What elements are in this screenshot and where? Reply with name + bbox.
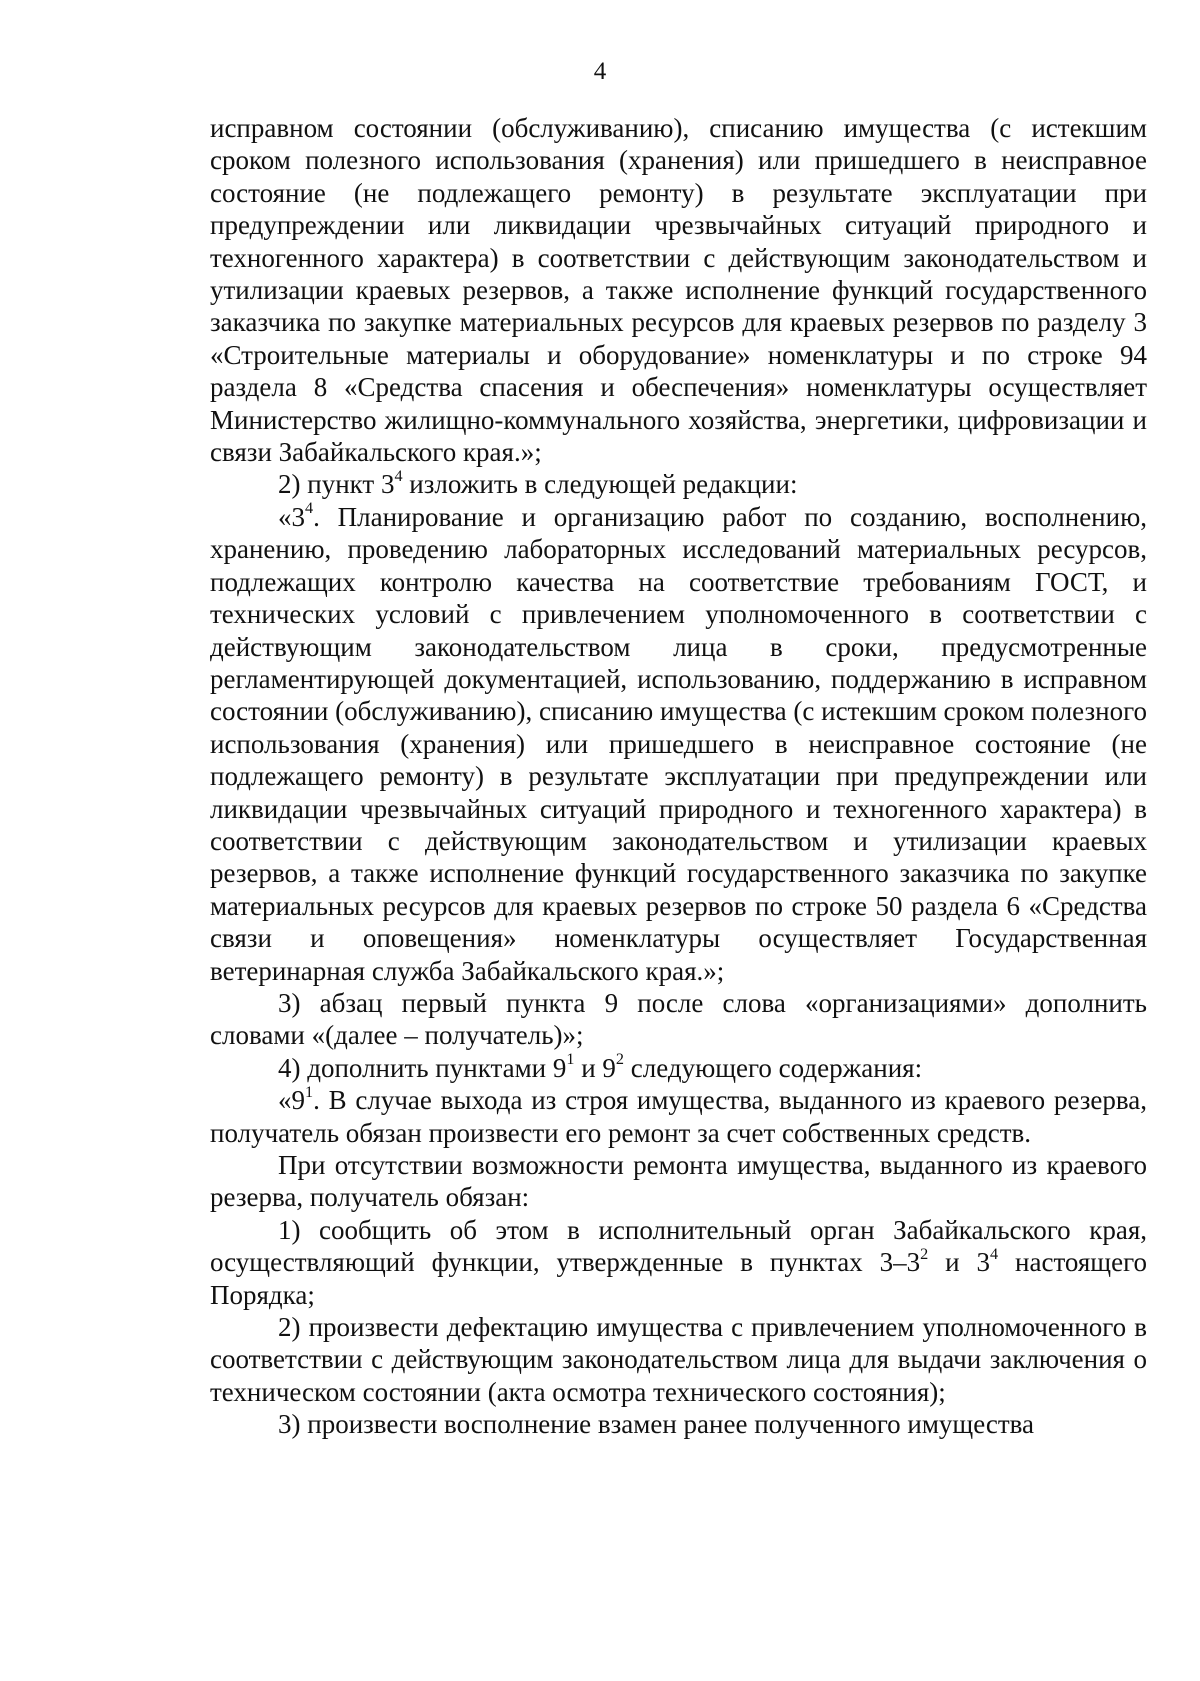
text-run: «3	[278, 501, 305, 532]
text-run: . Планирование и организацию работ по созданию, восполнению, хранению, проведению лабораторных исследований материальных ресурсов, подлежащих контролю качества на соответствие требованиям ГОСТ, и технических условий с привлечением уполномоченного в соответствии с действующим законодательством лица в сроки, предусмотренные регламентирующей документацией, использованию, поддержанию в исправном состоянии (обслуживанию), списанию имущества (с истекшим сроком полезного использования (хранения) или пришедшего в неисправное состояние (не подлежащего ремонту) в результате эксплуатации при предупреждении или ликвидации чрезвычайных ситуаций природного и техногенного характера) в соответствии с действующим законодательством и утилизации краевых резервов, а также исполнение функций государственного заказчика по закупке материальных ресурсов для краевых резервов по строке 50 раздела 6 «Средства связи и оповещения» номенклатуры осуществляет Государственная ветеринарная служба Забайкальского края.»;	[210, 501, 1147, 986]
text-run: и 3	[928, 1247, 991, 1278]
page-number: 4	[593, 58, 607, 85]
paragraph-7	[210, 1149, 1147, 1214]
superscript: 2	[615, 1050, 625, 1069]
paragraph-1	[210, 112, 1147, 468]
superscript: 4	[305, 499, 314, 518]
paragraph-4	[210, 987, 1147, 1052]
paragraph-2	[210, 468, 1147, 500]
text-run: 3) абзац первый пункта 9 после слова «организациями» дополнить словами «(далее – получатель)»;	[210, 987, 1147, 1051]
text-run: 4) дополнить пунктами 9	[278, 1052, 567, 1083]
superscript: 4	[394, 467, 403, 486]
text-run: настоящего Порядка;	[210, 1247, 1147, 1310]
superscript: 4	[990, 1244, 999, 1263]
text-run: 2) пункт 3	[278, 469, 395, 500]
document-text	[210, 112, 1147, 1441]
paragraph-6	[210, 1084, 1147, 1149]
text-run: 1) сообщить об этом в исполнительный орган Забайкальского края, осуществляющий функции, утвержденные в пунктах 3–3	[210, 1214, 1147, 1278]
text-run: и 9	[574, 1052, 616, 1083]
paragraph-3	[210, 501, 1147, 987]
text-run: 3) произвести восполнение взамен ранее полученного имущества	[278, 1409, 1035, 1440]
text-run: При отсутствии возможности ремонта имущества, выданного из краевого резерва, получатель обязан:	[210, 1150, 1147, 1213]
superscript: 2	[920, 1244, 929, 1263]
text-run: «9	[278, 1085, 305, 1116]
text-run: исправном состоянии (обслуживанию), списанию имущества (с истекшим сроком полезного использования (хранения) или пришедшего в неисправное состояние (не подлежащего ремонту) в результате эксплуатации при предупреждении или ликвидации чрезвычайных ситуаций природного и техногенного характера) в соответствии с действующим законодательством и утилизации краевых резервов, а также исполнение функций государственного заказчика по закупке материальных ресурсов для краевых резервов по разделу 3 «Строительные материалы и оборудование» номенклатуры и по строке 94 раздела 8 «Средства спасения и обеспечения» номенклатуры осуществляет Министерство жилищно-коммунального хозяйства, энергетики, цифровизации и связи Забайкальского края.»;	[210, 113, 1147, 468]
text-run: . В случае выхода из строя имущества, выданного из краевого резерва, получатель обязан произвести его ремонт за счет собственных средств.	[210, 1085, 1147, 1148]
paragraph-5	[210, 1052, 1147, 1084]
text-run: следующего содержания:	[624, 1052, 923, 1083]
paragraph-10	[210, 1408, 1147, 1440]
text-run: изложить в следующей редакции:	[402, 469, 798, 500]
paragraph-8	[210, 1214, 1147, 1311]
superscript: 1	[305, 1082, 314, 1101]
text-run: 2) произвести дефектацию имущества с привлечением уполномоченного в соответствии с действующим законодательством лица для выдачи заключения о техническом состоянии (акта осмотра технического состояния);	[210, 1312, 1147, 1407]
superscript: 1	[566, 1050, 575, 1069]
paragraph-9	[210, 1311, 1147, 1408]
